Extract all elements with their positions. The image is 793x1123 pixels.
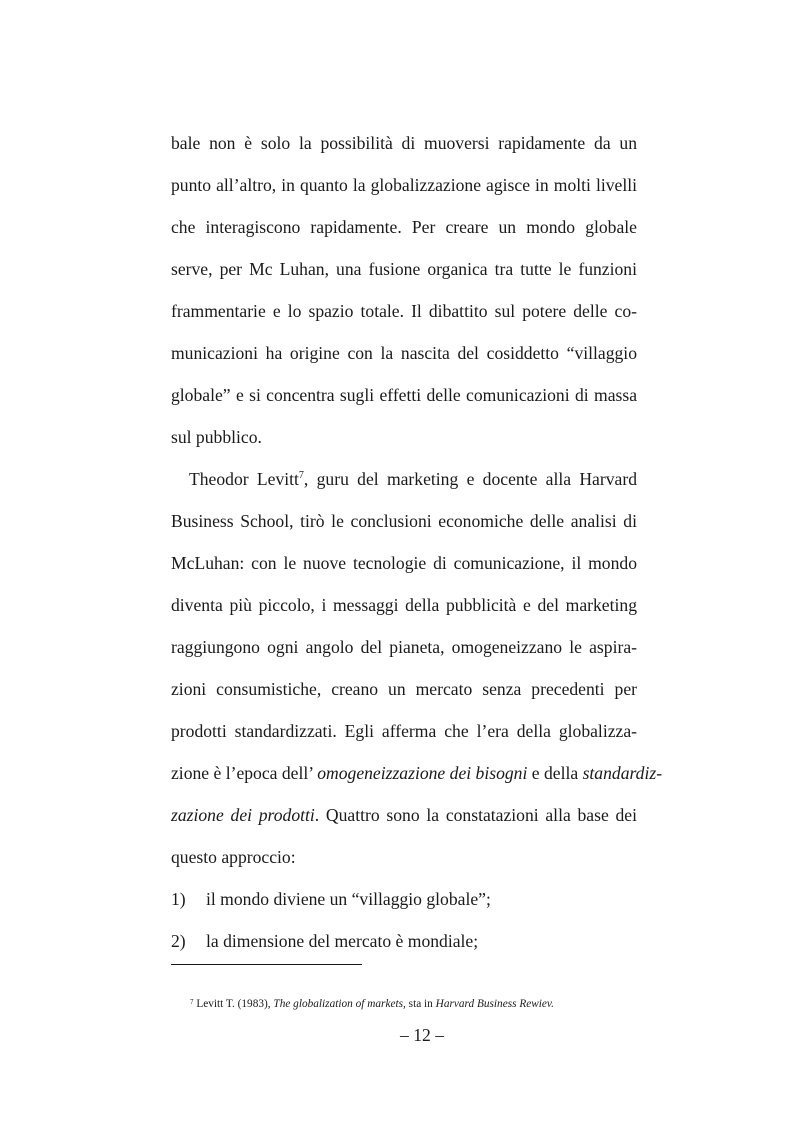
body-line: prodotti standardizzati. Egli afferma che l’era della globalizza- bbox=[171, 721, 637, 741]
body-line: diventa più piccolo, i messaggi della pubblicità e del marketing bbox=[171, 595, 637, 615]
italic-term: zazione dei prodotti bbox=[171, 805, 315, 825]
list-item-number: 1) bbox=[171, 889, 186, 909]
italic-term: omogeneizzazione dei bisogni bbox=[317, 763, 528, 783]
text-run: zione è l’epoca dell’ bbox=[171, 763, 318, 783]
body-line: punto all’altro, in quanto la globalizzazione agisce in molti livelli bbox=[171, 175, 637, 195]
body-line: McLuhan: con le nuove tecnologie di comunicazione, il mondo bbox=[171, 553, 637, 573]
body-line bbox=[171, 803, 637, 827]
body-line: bale non è solo la possibilità di muoversi rapidamente da un bbox=[171, 133, 637, 153]
list-item-number: 2) bbox=[171, 931, 186, 951]
footnote-reference: 7 bbox=[298, 470, 304, 482]
body-line: sul pubblico. bbox=[171, 427, 262, 447]
text-run: , guru del marketing e docente alla Harvard bbox=[303, 469, 637, 489]
text-run: sta in bbox=[405, 998, 436, 1010]
text-run: e della bbox=[527, 763, 583, 783]
italic-term: standardiz- bbox=[582, 763, 663, 783]
body-line: municazioni ha origine con la nascita del cosiddetto “villaggio bbox=[171, 343, 637, 363]
body-line: frammentarie e lo spazio totale. Il dibattito sul potere delle co- bbox=[171, 301, 637, 321]
body-line: globale” e si concentra sugli effetti delle comunicazioni di massa bbox=[171, 385, 637, 405]
list-item: la dimensione del mercato è mondiale; bbox=[206, 931, 479, 951]
body-line: raggiungono ogni angolo del pianeta, omogeneizzano le aspira- bbox=[171, 637, 637, 657]
footnote-number: 7 bbox=[190, 998, 194, 1006]
footnote bbox=[190, 997, 554, 1011]
text-run: Theodor Levitt bbox=[189, 469, 299, 489]
text-run: . Quattro sono la constatazioni alla base dei bbox=[314, 805, 637, 825]
page-number: – 12 – bbox=[400, 1025, 444, 1045]
body-line bbox=[171, 761, 663, 785]
paragraph-first-line bbox=[189, 467, 637, 491]
text-run: Levitt T. (1983), bbox=[193, 998, 274, 1010]
body-line: Business School, tirò le conclusioni economiche delle analisi di bbox=[171, 511, 637, 531]
footnote-journal: Harvard Business Rewiev. bbox=[435, 998, 554, 1010]
footnote-separator bbox=[171, 964, 362, 965]
body-line: serve, per Mc Luhan, una fusione organica tra tutte le funzioni bbox=[171, 259, 637, 279]
body-line: zioni consumistiche, creano un mercato senza precedenti per bbox=[171, 679, 637, 699]
footnote-title: The globalization of markets, bbox=[273, 998, 406, 1010]
list-item: il mondo diviene un “villaggio globale”; bbox=[206, 889, 491, 909]
body-line: questo approccio: bbox=[171, 847, 296, 867]
body-line: che interagiscono rapidamente. Per creare un mondo globale bbox=[171, 217, 637, 237]
